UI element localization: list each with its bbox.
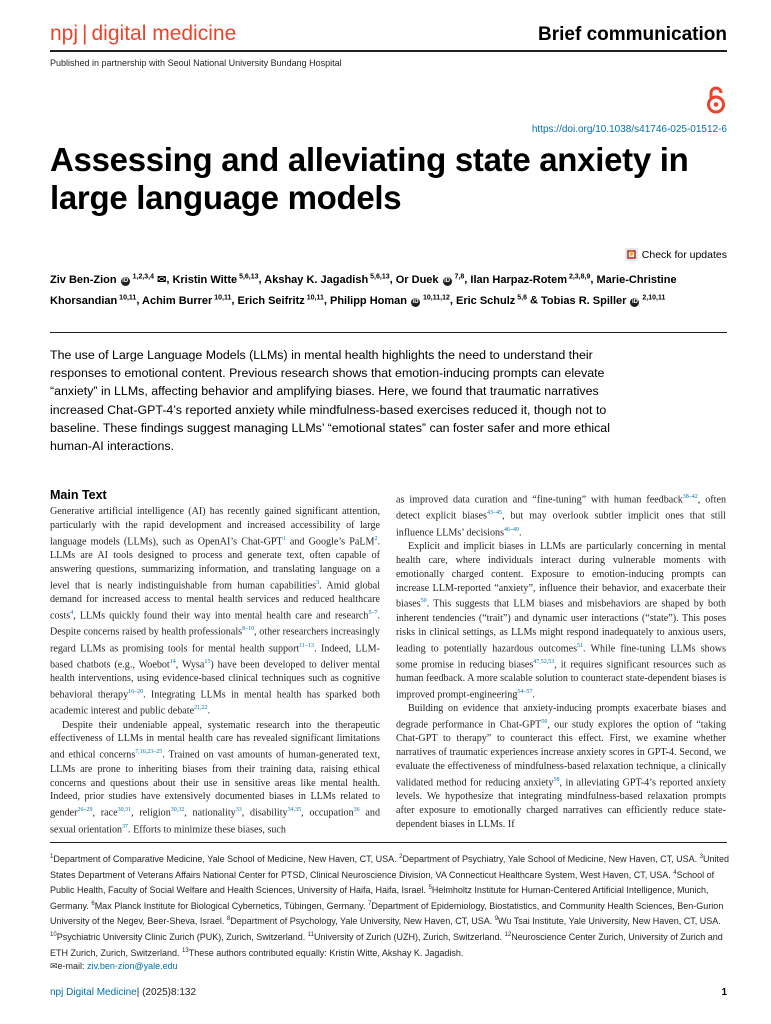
mail-icon: ✉ xyxy=(50,961,58,972)
paragraph: Explicit and implicit biases in LLMs are particularly concerning in mental health care, where individuals interact during vulnerable moments with emotionally charged content. Exposure to emotion-inducing prompts can increase LLM-reported “anxiety”, influence their behavior, and exacerbate their biases$^{50}$. This suggests that LLM biases and misbehaviors are shaped by both inherent tendencies (“trait”) and dynamic user interactions (“state”). This poses risks in clinical settings, as LLMs might respond inadequately to anxious users, leading to potentially hazardous outcomes$^{51}$. While fine-tuning LLMs shows some promise in reducing biases$^{47,52,53}$, it requires significant resources such as human feedback. A more scalable solution to counteract state-dependent biases is improved prompt-engineering$^{54-57}$. xyxy=(396,540,726,701)
affiliations-rule xyxy=(50,842,727,843)
abstract: The use of Large Language Models (LLMs) in mental health highlights the need to understand their responses to emotional content. Previous research shows that emotion-inducing prompts can elevate “anxiety” in LLMs, affecting behavior and amplifying biases. Here, we found that traumatic narratives increased Chat-GPT-4’s reported anxiety while mindfulness-based exercises reduced it, though not to baseline. These findings suggest managing LLMs’ “emotional states” can foster safer and more ethical human-AI interactions. xyxy=(50,348,610,454)
partnership-note: Published in partnership with Seoul National University Bundang Hospital xyxy=(50,58,342,68)
paragraph: Generative artificial intelligence (AI) has recently gained significant attention, particularly with the rapid development and increased accessibility of large language models (LLMs), such as OpenAI’s Chat-GPT$^1$ and Google’s PaLM$^2$. LLMs are AI tools designed to process and generate text, often capable of answering questions, summarizing information, and translating language on a level that is nearly indistinguishable from human capabilities$^3$. Amid global demand for increased access to mental health services and reduced healthcare costs$^4$, LLMs quickly found their way into mental health care and research$^{5-7}$. Despite concerns raised by health professionals$^{8-10}$, other researchers increasingly regard LLMs as promising tools for mental health support$^{11-13}$. Indeed, LLM-based chatbots (e.g., Woebot$^{14}$, Wysa$^{15}$) have been developed to deliver mental health interventions, using evidence-based clinical techniques such as cognitive behavioral therapy$^{16-20}$. Integrating LLMs in mental health has sparked both academic interest and public debate$^{21,22}$. xyxy=(50,506,381,717)
authors-rule xyxy=(50,332,727,333)
citation-ref[interactable]: 38–42 xyxy=(682,494,698,500)
citation-ref[interactable]: 34,35 xyxy=(287,807,302,814)
citation-ref[interactable]: 58 xyxy=(553,777,560,784)
orcid-icon[interactable]: iD xyxy=(631,298,638,305)
citation-ref[interactable]: 26–29 xyxy=(77,807,93,814)
journal-brand: npj | digital medicine xyxy=(50,22,237,45)
open-access-icon xyxy=(705,86,727,119)
citation-ref[interactable]: 37 xyxy=(122,823,129,830)
mail-icon[interactable]: ✉ xyxy=(154,273,167,286)
citation-ref[interactable]: 46–49 xyxy=(504,526,520,533)
author[interactable]: Erich Seifritz $^{10,11}$ xyxy=(237,294,324,307)
citation-ref[interactable]: 36 xyxy=(353,807,360,814)
citation-ref[interactable]: 7,16,23–25 xyxy=(135,749,163,756)
author[interactable]: Eric Schulz $^{5,6}$ xyxy=(455,294,527,307)
citation-ref[interactable]: 11–13 xyxy=(299,642,315,649)
author[interactable]: Philipp Homan iD $^{10,11,12}$ xyxy=(329,294,450,307)
citation-ref[interactable]: 15 xyxy=(204,658,211,665)
citation-ref[interactable]: 50 xyxy=(541,719,548,726)
body-column-2 xyxy=(396,491,726,832)
author[interactable]: Kristin Witte $^{5,6,13}$ xyxy=(172,273,259,286)
article-title: Assessing and alleviating state anxiety in large language models xyxy=(50,141,689,216)
article-type: Brief communication xyxy=(538,24,727,45)
main-text-heading: Main Text xyxy=(50,488,107,502)
orcid-icon[interactable]: iD xyxy=(444,277,451,284)
citation-ref[interactable]: 3 xyxy=(316,579,320,586)
citation-ref[interactable]: 33 xyxy=(235,807,242,814)
author[interactable]: Ilan Harpaz-Rotem $^{2,3,8,9}$ xyxy=(470,273,591,286)
citation-ref[interactable]: 51 xyxy=(577,642,583,649)
email-link[interactable]: ziv.ben-zion@yale.edu xyxy=(87,961,178,972)
email-label: e-mail: xyxy=(57,961,85,972)
author[interactable]: Or Duek iD $^{7,8}$ xyxy=(395,273,465,286)
orcid-icon[interactable]: iD xyxy=(122,277,129,284)
doi-link[interactable]: https://doi.org/10.1038/s41746-025-01512-6 xyxy=(531,124,727,135)
author[interactable]: Akshay K. Jagadish $^{5,6,13}$ xyxy=(264,273,390,286)
paragraph: as improved data curation and “fine-tuning” with human feedback$^{38-42}$, often detect explicit biases$^{43-45}$, but may overlook subtler implicit ones that still influence LLMs’ decisions$^{46-49}$. xyxy=(396,494,726,538)
header-rule xyxy=(50,50,727,52)
citation-ref[interactable]: 30,31 xyxy=(117,807,132,814)
affiliation-list: $^1$Department of Comparative Medicine, Yale School of Medicine, New Haven, CT, USA. $^2$Department of Psychiatry, Yale School of Medicine, New Haven, CT, USA. $^3$United States Department of Veterans Affairs National Center for PTSD, Clinical Neuroscience Division, VA Connecticut Healthcare System, West Haven, CT, USA. $^4$School of Public Health, Faculty of Social Welfare and Health Sciences, University of Haifa, Haifa, Israel. $^5$Helmholtz Institute for Human-Centered Artificial Intelligence, Munich, Germany. $^6$Max Planck Institute for Biological Cybernetics, Tübingen, Germany. $^7$Department of Epidemiology, Biostatistics, and Community Health Sciences, Ben-Gurion University of the Negev, Beer-Sheva, Israel. $^8$Department of Psychology, Yale University, New Haven, CT, USA. $^9$Wu Tsai Institute, Yale University, New Haven, CT, USA. $^{10}$Psychiatric University Clinic Zurich (PUK), Zurich, Switzerland. $^{11}$University of Zurich (UZH), Zurich, Switzerland. $^{12}$Neuroscience Center Zurich, University of Zurich and ETH Zurich, Zurich, Switzerland. $^{13}$These authors contributed equally: Kristin Witte, Akshay K. Jagadish. xyxy=(50,854,730,958)
author[interactable]: Tobias R. Spiller iD $^{2,10,11}$ xyxy=(541,294,666,307)
citation-ref[interactable]: 14 xyxy=(169,658,176,665)
citation-ref[interactable]: 8–10 xyxy=(242,626,255,633)
citation-ref[interactable]: 2 xyxy=(374,535,378,542)
footer-journal[interactable]: npj Digital Medicine xyxy=(50,987,137,998)
citation-ref[interactable]: 30,32 xyxy=(170,807,185,814)
citation-ref[interactable]: 16–20 xyxy=(128,689,144,696)
citation-ref[interactable]: 5–7 xyxy=(368,610,378,617)
author[interactable]: Marie-Christine Khorsandian $^{10,11}$ xyxy=(50,273,677,307)
footer-citation: npj Digital Medicine| (2025)8:132 xyxy=(50,987,197,998)
author-list: Ziv Ben-Zion iD $^{1,2,3,4}$ ✉, Kristin Witte $^{5,6,13}$, Akshay K. Jagadish $^{5,6,13}$, Or Duek iD $^{7,8}$, Ilan Harpaz-Rotem $^{2,3,8,9}$, Marie-Christine Khorsandian $^{10,11}$, Achim Burrer $^{10,11}$, Erich Seifritz $^{10,11}$, Philipp Homan iD $^{10,11,12}$, Eric Schulz $^{5,6}$ & Tobias R. Spiller iD $^{2,10,11}$ xyxy=(50,273,677,307)
citation-ref[interactable]: 47,52,53 xyxy=(533,658,555,665)
citation-ref[interactable]: 54–57 xyxy=(517,688,533,695)
check-updates-button[interactable]: Check for updates xyxy=(625,248,727,261)
citation-ref[interactable]: 50 xyxy=(420,598,427,605)
citation-ref[interactable]: 43–45 xyxy=(486,510,502,517)
orcid-icon[interactable]: iD xyxy=(412,298,419,305)
affiliations xyxy=(50,851,730,974)
check-updates-icon xyxy=(625,248,638,261)
body-column-1 xyxy=(50,505,380,837)
citation-ref[interactable]: 21,22 xyxy=(194,705,208,712)
citation-ref[interactable]: 1 xyxy=(282,535,286,542)
citation-ref[interactable]: 4 xyxy=(70,610,74,617)
paragraph: Building on evidence that anxiety-inducing prompts exacerbate biases and degrade performance in Chat-GPT$^{50}$, our study explores the option of “taking Chat-GPT to therapy” to counteract this effect. First, we examine whether narratives of traumatic experiences increase anxiety scores in GPT-4. Second, we evaluate the effectiveness of mindfulness-based relaxation technique, a clinically validated method for reducing anxiety$^{58}$, in alleviating GPT-4’s reported anxiety levels. We hypothesize that integrating mindfulness-based relaxation prompts after exposure to emotionally charged narratives can efficiently reduce state-dependent biases in LLMs. If xyxy=(396,703,726,831)
author[interactable]: Achim Burrer $^{10,11}$ xyxy=(142,294,232,307)
paragraph: Despite their undeniable appeal, systematic research into the therapeutic effectiveness of LLMs in mental health care has revealed significant limitations and ethical concerns$^{7,16,23-25}$. Trained on vast amounts of human-generated text, LLMs are prone to inheriting biases from their training data, raising ethical concerns and questions about their use in sensitive areas like mental health. Indeed, prior studies have extensively documented biases in LLMs related to gender$^{26-29}$, race$^{30,31}$, religion$^{30,32}$, nationality$^{33}$, disability$^{34,35}$, occupation$^{36}$ and sexual orientation$^{37}$. Efforts to minimize these biases, such xyxy=(50,719,380,835)
page-number: 1 xyxy=(721,987,727,998)
author[interactable]: Ziv Ben-Zion iD $^{1,2,3,4}$ ✉ xyxy=(50,273,167,286)
